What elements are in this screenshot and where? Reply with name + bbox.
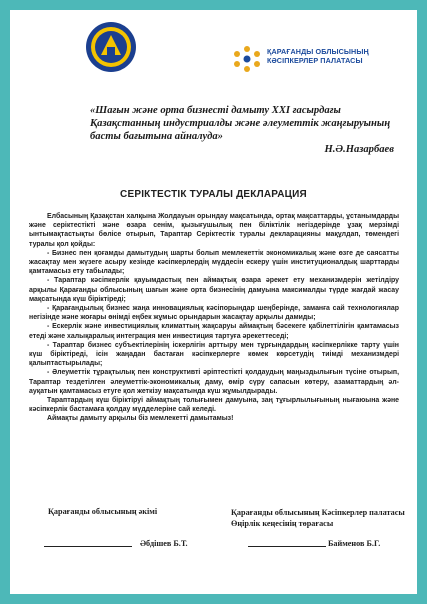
paragraph: - Қарағандылық бизнес жаңа инновациялық кәсіпорындар шеңберінде, заманға сай технологиялар негізінде және жоғары өнімді еңбек жұмыс орындарын жасақтау арқылы дамиды; xyxy=(29,305,399,322)
quote-text: «Шағын және орта бизнесті дамыту XXI ғасырдағы Қазақстанның индустриалды және әлеуметтік жаңғыруының басты бағытына айналуда» xyxy=(90,105,391,142)
president-quote xyxy=(90,104,400,156)
right-signature-line xyxy=(248,546,326,547)
paragraph: - Тараптар кәсіпкерлік қауымдастық пен аймақтық өзара әрекет ету механизмдерін жетілдіру арқылы Қарағанды облысының шағын және орта бизнесінің дамуына максималды түрде жағдай жасау мақсатында күш біріктіреді; xyxy=(29,277,399,303)
declaration-title: СЕРІКТЕСТІК ТУРАЛЫ ДЕКЛАРАЦИЯ xyxy=(120,189,307,200)
paragraph: - Әлеуметтік тұрақтылық пен конструктивті әріптестікті қолдаудың маңыздылығын түсіне отырып, Тараптар тездетілген әлеуметтік-экономикалық даму, өмір сүру сапасын көтеру, азаматтардың әл-ауқатын қамтамасыз етуге қол жеткізу мақсатында күш жұмылдырады. xyxy=(29,369,399,395)
right-signatory-name: Байменов Б.Г. xyxy=(328,539,381,548)
left-signatory-title: Қарағанды облысының әкімі xyxy=(48,507,158,516)
paragraph: - Бизнес пен қоғамды дамытудың шарты болып мемлекеттік экономикалық және өзге де саясатты жасақтау мен жүзеге асыру кезінде кәсіпкерлердің мүддесін ескеру үшін институционалдық шарттарды қамтамасыз ету табылады; xyxy=(29,249,399,276)
karaganda-cooperation-emblem-icon xyxy=(85,21,137,73)
paragraph: - Тараптар бизнес субъектілерінің іскерлігін арттыру мен тұрғындардың кәсіпкерлікке тарту үшін күш біріктіреді, ісін жаңадан бастаған кәсіпкерлерге көмек көрсетудің тиімді механизмдері қалыптастырылады; xyxy=(29,341,399,368)
left-signatory-name: Әбдішев Б.Т. xyxy=(140,539,188,548)
paragraph: Тараптардың күш біріктіруі аймақтың толығымен дамуына, заң тұғырлылығының нығаюына және кәсіпкерлік бастамаға қолдау мүдделеріне сай келеді. xyxy=(29,397,399,414)
chamber-of-entrepreneurs-emblem-icon xyxy=(230,44,264,74)
chamber-name: ҚАРАҒАНДЫ ОБЛЫСЫНЫҢ КӘСІПКЕРЛЕР ПАЛАТАСЫ xyxy=(267,47,369,65)
paragraph: - Ескерлік және инвестициялық климаттың жақсаруы аймақтың бәсекеге қабілеттілігін қамтамасыз етеді және халықаралық интеграция мен инвестиция тартуға әрекеттеседі; xyxy=(29,323,399,340)
right-signatory-title: Қарағанды облысының Кәсіпкерлер палатасы Өңірлік кеңесінің төрағасы xyxy=(231,508,405,528)
paragraph: Елбасының Қазақстан халқына Жолдауын орындау мақсатында, ортақ мақсаттарды, ұстанымдарды және серіктестікті және өзара сенім, қызығушылық пен біліктілік негіздерінде ұзақ мерзімді ынтымақтастықты бөлісе отырып, Тараптар Серіктестік туралы декларацияны мақұлдап, төмендегі туралы қол қойды: xyxy=(29,213,399,248)
paragraph: Аймақты дамыту арқылы біз мемлекетті дамытамыз! xyxy=(47,415,234,423)
declaration-body xyxy=(29,212,399,424)
left-signature-line xyxy=(44,546,132,547)
quote-author: Н.Ә.Назарбаев xyxy=(324,144,394,155)
